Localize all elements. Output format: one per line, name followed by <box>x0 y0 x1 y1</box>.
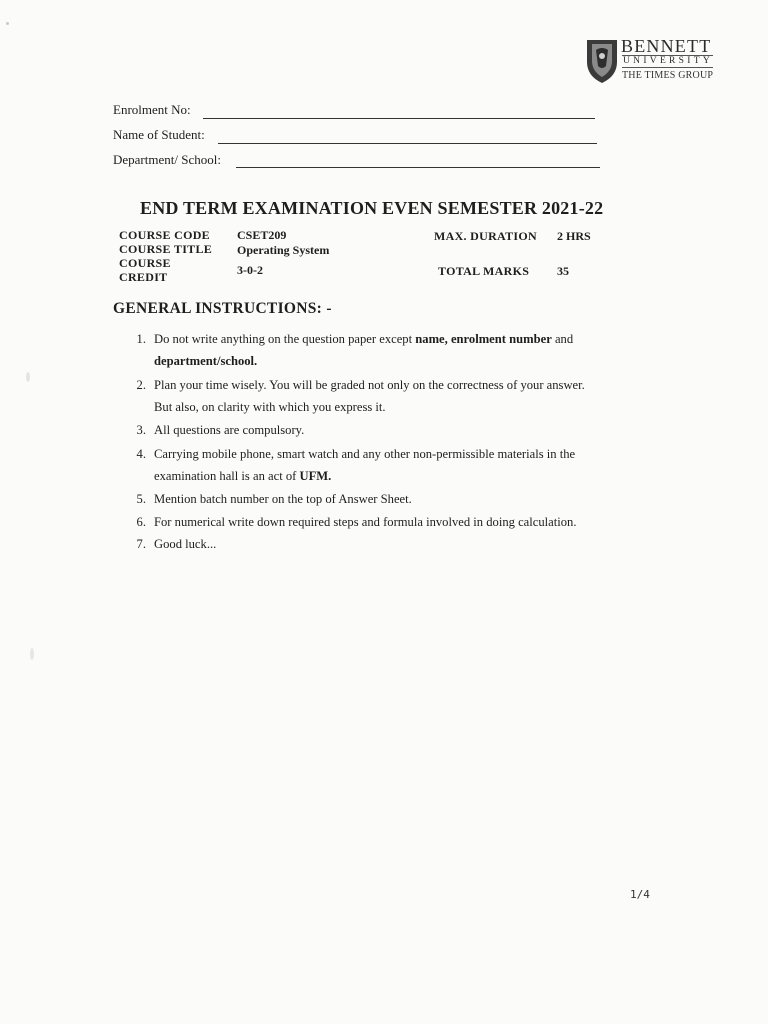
instruction-text-line2: But also, on clarity with which you express it. <box>154 400 386 414</box>
instruction-number: 7. <box>136 537 146 551</box>
course-code-value: CSET209 <box>237 228 287 242</box>
instruction-text-part: and <box>551 332 574 346</box>
student-name-field[interactable] <box>218 143 597 144</box>
logo-group: THE TIMES GROUP <box>622 70 714 81</box>
instruction-text-line2 <box>154 465 331 488</box>
instruction-number: 2. <box>136 378 146 392</box>
course-credit-value: 3-0-2 <box>237 263 263 277</box>
general-instructions-heading: GENERAL INSTRUCTIONS: - <box>113 300 332 317</box>
instruction-text: For numerical write down required steps and formula involved in doing calculation. <box>154 515 577 529</box>
instruction-text: Plan your time wisely. You will be graded not only on the correctness of your answer. <box>154 378 585 392</box>
scan-speck <box>26 372 30 382</box>
instruction-text-bold: UFM. <box>299 469 332 483</box>
course-credit-label-line2: CREDIT <box>119 270 168 284</box>
instruction-text-bold: name, enrolment number <box>415 332 552 346</box>
max-duration-value: 2 HRS <box>557 229 591 243</box>
scan-speck <box>30 648 34 660</box>
course-code-label: COURSE CODE <box>119 228 210 242</box>
instruction-text: Good luck... <box>154 537 217 551</box>
exam-title: END TERM EXAMINATION EVEN SEMESTER 2021-22 <box>140 198 604 218</box>
instruction-number: 1. <box>136 332 146 346</box>
course-title-value: Operating System <box>237 243 330 257</box>
enrolment-field[interactable] <box>203 118 595 119</box>
page-number: 1/4 <box>630 888 650 901</box>
enrolment-label: Enrolment No: <box>113 102 191 117</box>
department-label: Department/ School: <box>113 152 221 167</box>
instruction-text-bold: department/school. <box>154 354 258 368</box>
total-marks-label: TOTAL MARKS <box>438 264 530 278</box>
scan-speck <box>6 22 9 25</box>
instruction-number: 5. <box>136 492 146 506</box>
course-credit-label-line1: COURSE <box>119 256 171 270</box>
course-title-label: COURSE TITLE <box>119 242 213 256</box>
instruction-number: 3. <box>136 423 146 437</box>
instructions-list <box>132 328 662 563</box>
instruction-text-part: examination hall is an act of <box>154 469 300 483</box>
instruction-number: 4. <box>136 447 146 461</box>
instruction-text: Carrying mobile phone, smart watch and any other non-permissible materials in the <box>154 447 576 461</box>
bennett-university-logo <box>584 36 724 92</box>
logo-name: BENNETT <box>621 36 712 56</box>
instruction-text-line2 <box>154 350 257 373</box>
instruction-text-part: Do not write anything on the question paper except <box>154 332 416 346</box>
logo-university: UNIVERSITY <box>623 56 713 66</box>
max-duration-label: MAX. DURATION <box>434 229 538 243</box>
instruction-text <box>154 328 573 351</box>
student-name-label: Name of Student: <box>113 127 205 142</box>
instruction-text: Mention batch number on the top of Answer Sheet. <box>154 492 412 506</box>
instruction-number: 6. <box>136 515 146 529</box>
shield-crest-icon <box>584 36 620 84</box>
department-field[interactable] <box>236 167 600 168</box>
total-marks-value: 35 <box>557 264 569 278</box>
instruction-text: All questions are compulsory. <box>154 423 305 437</box>
